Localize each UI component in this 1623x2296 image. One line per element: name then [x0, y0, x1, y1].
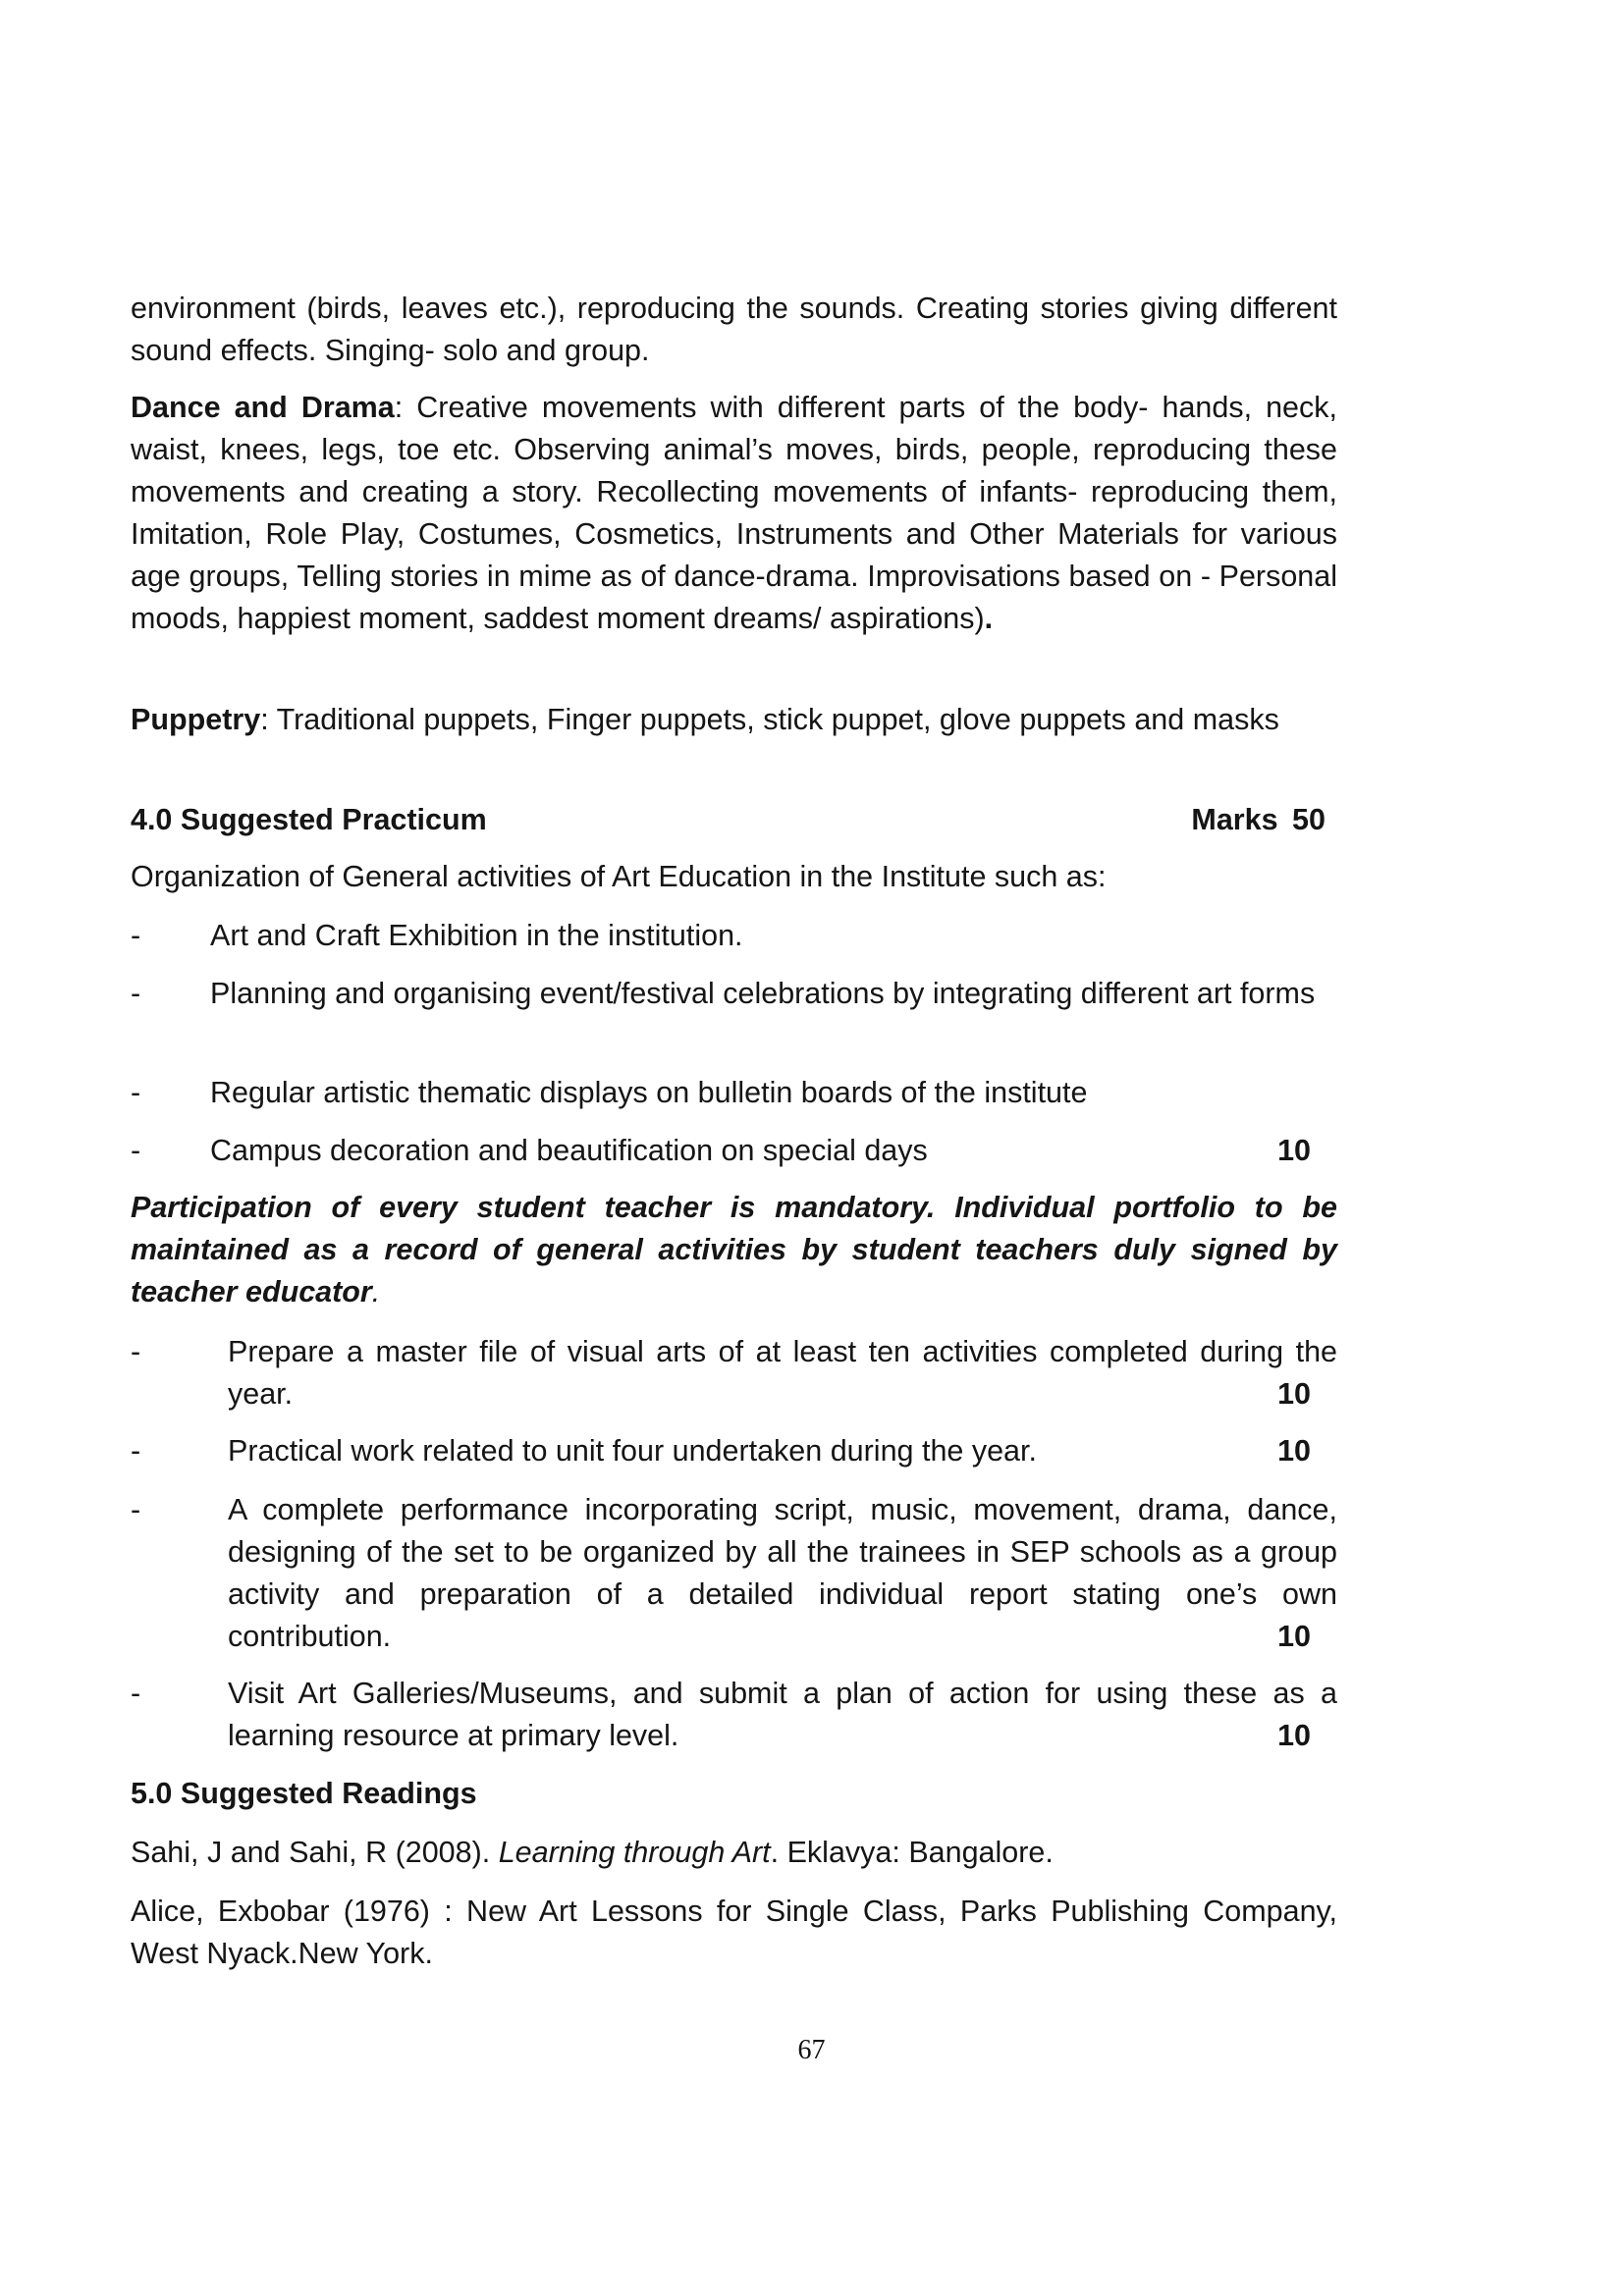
section-4-heading-row — [131, 799, 1337, 841]
dance-drama-text: : Creative movements with different parts of the body- hands, neck, waist, knees, legs, toe etc. Observing animal’s moves, birds, people, reproducing these movements and creating a story. Recollecting movements of infants- reproducing them, Imitation, Role Play, Costumes, Cosmetics, Instruments and Other Materials for various age groups, Telling stories in mime as of dance-drama. Improvisations based on - Personal moods, happiest moment, saddest moment dreams/ aspirations) — [131, 391, 1337, 635]
dance-drama-label: Dance and Drama — [131, 391, 395, 424]
section-4-marks: Marks 50 — [1191, 803, 1325, 836]
note-text: Participation of every student teacher is mandatory. Individual portfolio to be maintained as a record of general activities by student teachers duly signed by teacher educator — [131, 1191, 1337, 1308]
dash-bullet: - — [131, 977, 141, 1010]
item-text: A complete performance incorporating script, music, movement, drama, dance, designing of the set to be organized by all the trainees in SEP schools as a group activity and preparation of a detailed individual report stating one’s own contribution. — [228, 1493, 1337, 1653]
general-activity-item — [131, 915, 1337, 957]
item-text: Visit Art Galleries/Museums, and submit a plan of action for using these as a learning resource at primary level. — [228, 1677, 1337, 1752]
reading-text: Alice, Exbobar (1976) : New Art Lessons for Single Class, Parks Publishing Company, West Nyack.New York. — [131, 1895, 1337, 1970]
dash-bullet: - — [131, 919, 141, 952]
item-marks: 10 — [1277, 1620, 1311, 1653]
item-text: Art and Craft Exhibition in the institution. — [210, 919, 743, 952]
item-marks: 10 — [1277, 1434, 1311, 1468]
item-marks: 10 — [1277, 1719, 1311, 1752]
item-text: Practical work related to unit four undertaken during the year. — [228, 1434, 1037, 1468]
participation-note — [131, 1187, 1337, 1313]
practical-item — [131, 1331, 1337, 1415]
dash-bullet: - — [131, 1335, 141, 1368]
dash-bullet: - — [131, 1434, 141, 1468]
practical-item — [131, 1489, 1337, 1658]
puppetry-label: Puppetry — [131, 703, 261, 736]
dash-bullet: - — [131, 1677, 141, 1710]
paragraph-text: environment (birds, leaves etc.), reproducing the sounds. Creating stories giving different sound effects. Singing- solo and group. — [131, 292, 1337, 367]
general-activity-item — [131, 973, 1337, 1015]
note-end: . — [371, 1275, 381, 1308]
dash-bullet: - — [131, 1493, 141, 1526]
practical-item — [131, 1430, 1337, 1472]
section-5-heading — [131, 1773, 1337, 1815]
reading-title: Learning through Art — [498, 1836, 771, 1869]
item-marks: 10 — [1277, 1377, 1311, 1411]
intro-text: Organization of General activities of Art Education in the Institute such as: — [131, 860, 1107, 893]
puppetry-text: : Traditional puppets, Finger puppets, stick puppet, glove puppets and masks — [260, 703, 1279, 736]
dash-bullet: - — [131, 1076, 141, 1109]
general-activity-item — [131, 1130, 1337, 1172]
item-text: Prepare a master file of visual arts of at least ten activities completed during the year. — [228, 1335, 1337, 1411]
section-5-title: 5.0 Suggested Readings — [131, 1777, 477, 1810]
general-activity-item — [131, 1072, 1337, 1114]
reading-entry — [131, 1891, 1337, 1975]
item-text: Campus decoration and beautification on special days — [210, 1134, 928, 1167]
puppetry-paragraph — [131, 699, 1337, 741]
section-4-intro — [131, 856, 1337, 898]
page-number: 67 — [797, 2035, 826, 2065]
item-text: Regular artistic thematic displays on bulletin boards of the institute — [210, 1076, 1088, 1109]
dash-bullet: - — [131, 1134, 141, 1167]
reading-entry — [131, 1832, 1337, 1874]
dance-drama-paragraph — [131, 387, 1337, 640]
reading-authors: Sahi, J and Sahi, R (2008). — [131, 1836, 499, 1869]
item-text: Planning and organising event/festival celebrations by integrating different art forms — [210, 977, 1316, 1010]
practical-item — [131, 1673, 1337, 1757]
section-4-title: 4.0 Suggested Practicum — [131, 803, 487, 836]
reading-publisher: . Eklavya: Bangalore. — [770, 1836, 1054, 1869]
music-continuation-paragraph — [131, 288, 1337, 372]
item-marks: 10 — [1277, 1134, 1311, 1167]
dance-drama-end: . — [984, 602, 994, 635]
